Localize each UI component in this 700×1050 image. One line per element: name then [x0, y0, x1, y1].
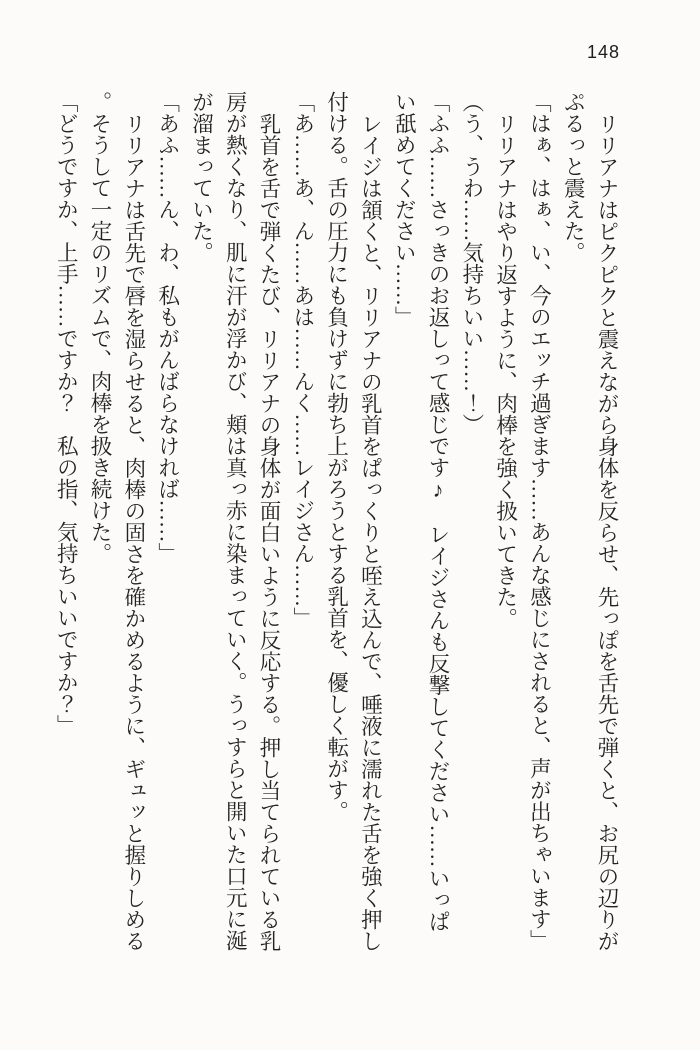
- paragraph: リリアナは舌先で唇を湿らせると、肉棒の固さを確かめるように、ギュッと握りしめる。そうして一定のリズムで、肉棒を扱き続けた。: [88, 91, 146, 951]
- page-text-vertical: [45, 91, 623, 951]
- paragraph: 乳首を舌で弾くたび、リリアナの身体が面白いように反応する。押し当てられている乳房が熱くなり、肌に汗が浮かび、頬は真っ赤に染まっていく。うっすらと開いた口元に涎が溜まっていた。: [189, 91, 282, 951]
- paragraph: 「あ……あ、ん……あは……んく……レイジさん……」: [290, 91, 315, 629]
- paragraph: （う、うわ……気持ちいい……！）: [459, 91, 484, 435]
- paragraph: リリアナはやり返すように、肉棒を強く扱いてきた。: [493, 112, 518, 629]
- paragraph: リリアナはピクピクと震えながら身体を反らせ、先っぽを舌先で弾くと、お尻の辺りがぷるっと震えた。: [561, 91, 619, 951]
- paragraph: 「ふふ……さっきのお返しって感じです♪ レイジさんも反撃してください……いっぱい舐めてください……」: [392, 91, 451, 932]
- paragraph: 「はぁ、はぁ、い、今のエッチ過ぎます……あんな感じにされると、声が出ちゃいます」: [527, 91, 552, 951]
- page-number: 148: [587, 42, 621, 62]
- paragraph: レイジは頷くと、リリアナの乳首をぱっくりと咥え込んで、唾液に濡れた舌を強く押し付ける。舌の圧力にも負けずに勃ち上がろうとする乳首を、優しく転がす。: [324, 91, 383, 951]
- paragraph: 「あふ……ん、わ、私もがんばらなければ……」: [155, 91, 180, 564]
- paragraph: 「どうですか、上手……ですか？ 私の指、気持ちいいですか？」: [54, 91, 79, 736]
